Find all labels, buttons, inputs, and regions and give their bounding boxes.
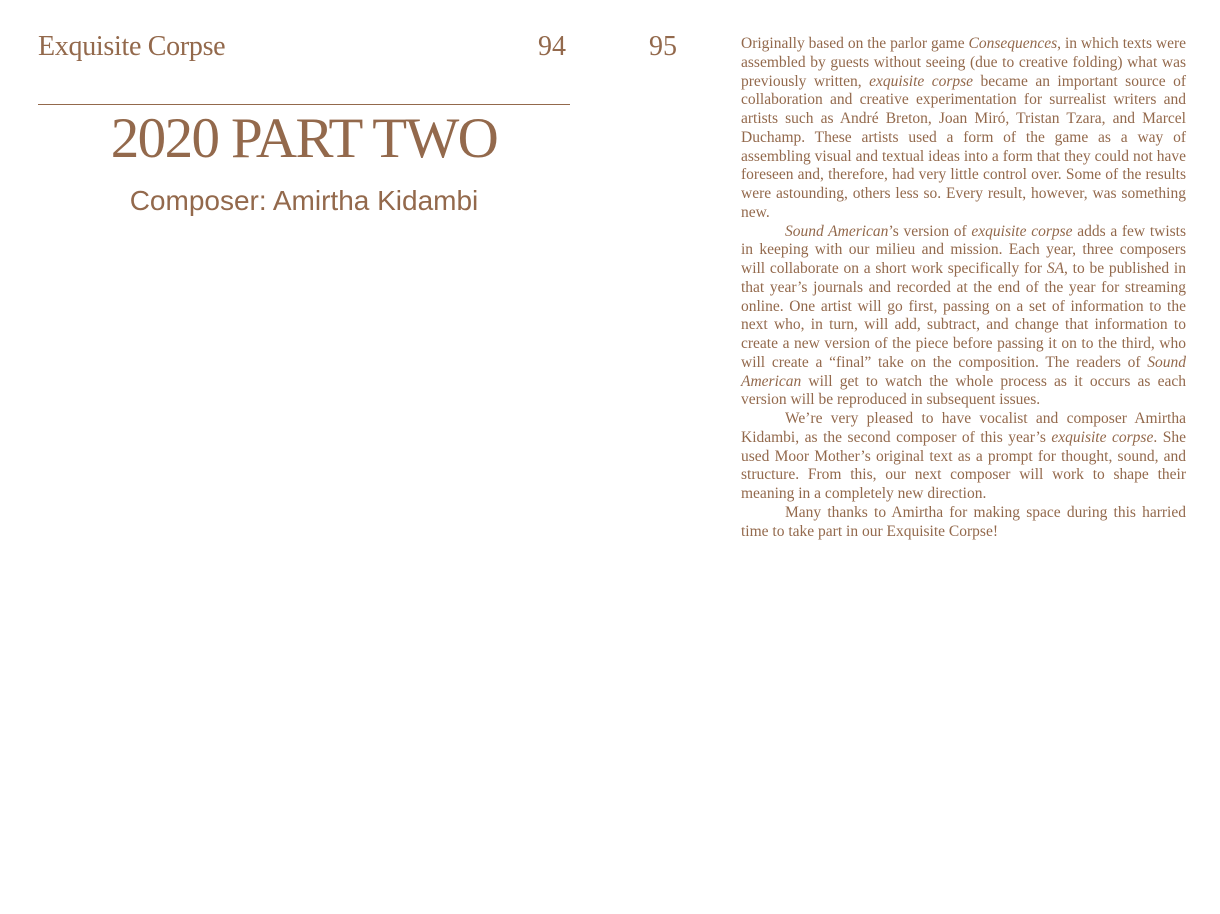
- text-run: , in which texts were assembled by guests without seeing (due to creative folding) what was previously written,: [741, 35, 1186, 90]
- composer-credit: Composer: Amirtha Kidambi: [129, 185, 479, 216]
- paragraph: [741, 410, 1186, 504]
- page-number-left: 94: [538, 31, 566, 62]
- italic-text: Sound American: [785, 222, 889, 240]
- page-number-right: 95: [649, 31, 677, 62]
- text-run: Originally based on the parlor game: [741, 35, 969, 52]
- text-run: became an important source of collaboration and creative experimentation for surrealist writers and artists such as André Breton, Joan Miró, Tristan Tzara, and Marcel Duchamp. These artists used a form of the game as a way of assembling visual and textual ideas into a form that they could not have foreseen and, therefore, had very little control over. Some of the results were astounding, others less so. Every result, however, was something new.: [741, 72, 1187, 221]
- body-text: [741, 35, 1186, 541]
- text-run: , to be published in that year’s journals and recorded at the end of the year for streaming online. One artist will go first, passing on a set of information to the next who, in turn, will add, subtract, and change that information to create a new version of the piece before passing it on to the third, who will create a “final” take on the composition. The readers of: [741, 260, 1186, 371]
- italic-text: Sound American: [741, 353, 1186, 390]
- italic-text: exquisite corpse: [869, 72, 974, 90]
- italic-text: exquisite corpse: [971, 222, 1073, 240]
- paragraph: [741, 504, 1186, 542]
- italic-text: Consequences: [968, 35, 1058, 52]
- text-run: ’s version of: [888, 222, 972, 240]
- paragraph: [741, 35, 1186, 223]
- text-run: . She used Moor Mother’s original text as a prompt for thought, sound, and structure. From this, our next composer will work to shape their meaning in a completely new direction.: [741, 428, 1186, 502]
- text-run: We’re very pleased to have vocalist and composer Amirtha Kidambi, as the second composer of this year’s: [741, 410, 1186, 446]
- text-run: will get to watch the whole process as it occurs as each version will be reproduced in subsequent issues.: [741, 372, 1186, 409]
- section-title: 2020 PART TWO: [110, 107, 498, 170]
- paragraph: [741, 223, 1186, 411]
- text-run: adds a few twists in keeping with our milieu and mission. Each year, three composers will collaborate on a short work specifically for: [741, 222, 1186, 277]
- italic-text: exquisite corpse: [1051, 428, 1154, 446]
- header-divider: [38, 104, 570, 105]
- running-title: Exquisite Corpse: [38, 31, 226, 62]
- text-run: Many thanks to Amirtha for making space during this harried time to take part in our Exquisite Corpse!: [741, 503, 1186, 540]
- italic-text: SA: [1046, 260, 1065, 277]
